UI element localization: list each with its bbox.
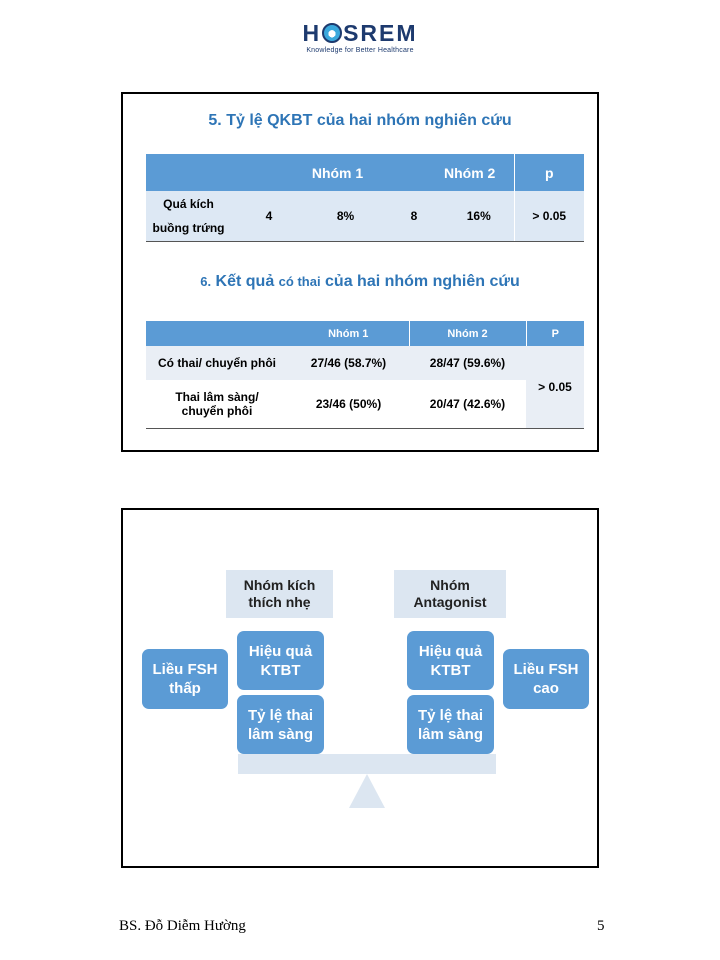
right-efficiency-box: Hiệu quả KTBT bbox=[407, 631, 494, 690]
table-header-row bbox=[146, 154, 584, 191]
balance-fulcrum bbox=[349, 774, 385, 808]
slide-balance-diagram bbox=[121, 508, 599, 868]
header-group1: Nhóm 1 bbox=[231, 154, 444, 191]
low-fsh-box: Liều FSH thấp bbox=[142, 649, 228, 709]
row-label: Quá kích buồng trứng bbox=[146, 191, 231, 242]
left-pregnancy-box: Tỷ lệ thai lâm sàng bbox=[237, 695, 324, 754]
logo-tagline: Knowledge for Better Healthcare bbox=[306, 47, 414, 54]
high-fsh-box: Liều FSH cao bbox=[503, 649, 589, 709]
table-row: Có thai/ chuyển phôi 27/46 (58.7%) 28/47 (59.6%) > 0.05 bbox=[146, 346, 584, 380]
right-pregnancy-box: Tỷ lệ thai lâm sàng bbox=[407, 695, 494, 754]
table-row: Quá kích buồng trứng 4 8% 8 16% > 0.05 bbox=[146, 191, 584, 242]
slide-results bbox=[121, 92, 599, 452]
footer-author: BS. Đỗ Diễm Hường bbox=[119, 918, 246, 934]
pregnancy-table bbox=[146, 321, 584, 429]
p-value-cell: > 0.05 bbox=[526, 346, 584, 429]
hosrem-logo bbox=[0, 20, 720, 54]
table-row: Thai lâm sàng/ chuyển phôi 23/46 (50%) 20/47 (42.6%) bbox=[146, 380, 584, 429]
ohss-table bbox=[146, 154, 584, 242]
logo-wordmark: H SREM bbox=[302, 20, 418, 46]
page-number: 5 bbox=[597, 918, 605, 934]
section-title-ohss: 5. Tỷ lệ QKBT của hai nhóm nghiên cứu bbox=[208, 112, 512, 129]
section-title-pregnancy: 6. Kết quả có thai của hai nhóm nghiên cứu bbox=[200, 273, 520, 290]
left-efficiency-box: Hiệu quả KTBT bbox=[237, 631, 324, 690]
balance-beam bbox=[238, 754, 496, 774]
globe-icon bbox=[322, 23, 342, 43]
label-antagonist: Nhóm Antagonist bbox=[394, 570, 506, 618]
table-header-row: Nhóm 1 Nhóm 2 P bbox=[146, 321, 584, 346]
header-p: p bbox=[514, 154, 584, 191]
header-group2: Nhóm 2 bbox=[444, 154, 514, 191]
label-mild-stimulation: Nhóm kích thích nhẹ bbox=[226, 570, 333, 618]
